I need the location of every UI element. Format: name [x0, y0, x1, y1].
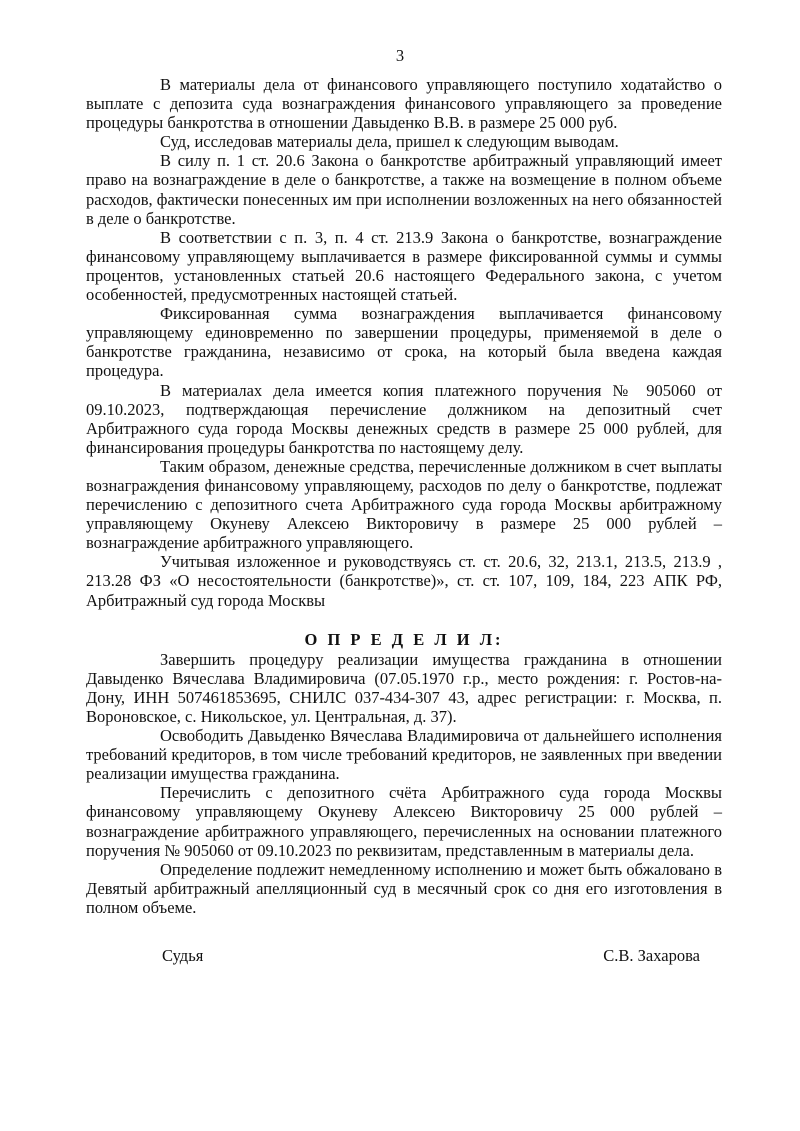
paragraph: Определение подлежит немедленному исполнению и может быть обжаловано в Девятый арбитражный апелляционный суд в месячный срок со дня его изготовления в полном объеме.	[86, 859, 722, 917]
paragraph: Завершить процедуру реализации имущества гражданина в отношении Давыденко Вячеслава Владимировича (07.05.1970 г.р., место рождения: г. Ростов-на-Дону, ИНН 507461853695, СНИЛС 037-434-307 43, адрес регистрации: г. Москва, п. Вороновское, с. Никольское, ул. Центральная, д. 37).	[86, 649, 722, 726]
paragraph: Освободить Давыденко Вячеслава Владимировича от дальнейшего исполнения требований кредиторов, в том числе требований кредиторов, не заявленных при введении реализации имущества гражданина.	[86, 726, 722, 784]
paragraph: Фиксированная сумма вознаграждения выплачивается финансовому управляющему единовременно по завершении процедуры, применяемой в деле о банкротстве гражданина, независимо от срока, на который была введена каждая процедура.	[86, 304, 722, 381]
paragraph: В соответствии с п. 3, п. 4 ст. 213.9 Закона о банкротстве, вознаграждение финансовому управляющему выплачивается в размере фиксированной суммы и суммы процентов, установленных статьей 20.6 настоящего Федерального закона, с учетом особенностей, предусмотренных настоящей статьей.	[86, 227, 722, 305]
signature-name: С.В. Захарова	[603, 946, 700, 965]
paragraph: В силу п. 1 ст. 20.6 Закона о банкротстве арбитражный управляющий имеет право на вознаграждение в деле о банкротстве, а также на возмещение в полном объеме расходов, фактически понесенных им при исполнении возложенных на него обязанностей в деле о банкротстве.	[86, 151, 722, 228]
signature-title: Судья	[162, 946, 204, 965]
paragraph: В материалы дела от финансового управляющего поступило ходатайство о выплате с депозита суда вознаграждения финансового управляющего за проведение процедуры банкротства в отношении Давыденко В.В. в размере 25 000 руб.	[86, 75, 722, 133]
paragraph: Перечислить с депозитного счёта Арбитражного суда города Москвы финансовому управляющему Окуневу Алексею Викторовичу 25 000 рублей – вознаграждение арбитражного управляющего, перечисленных на основании платежного поручения № 905060 от 09.10.2023 по реквизитам, представленным в материалы дела.	[86, 783, 722, 860]
page-number: 3	[395, 46, 405, 65]
paragraph: Суд, исследовав материалы дела, пришел к следующим выводам.	[160, 132, 619, 152]
paragraph: В материалах дела имеется копия платежного поручения № 905060 от 09.10.2023, подтверждающая перечисление должником на депозитный счет Арбитражного суда города Москвы денежных средств в размере 25 000 рублей, для финансирования процедуры банкротства по настоящему делу.	[86, 380, 722, 457]
spacer	[86, 610, 722, 630]
paragraph: Таким образом, денежные средства, перечисленные должником в счет выплаты вознаграждения финансовому управляющему, расходов по делу о банкротстве, подлежат перечислению с депозитного счета Арбитражного суда города Москвы арбитражному управляющему Окуневу Алексею Викторовичу в размере 25 000 рублей – вознаграждение арбитражного управляющего.	[86, 456, 722, 553]
document-body	[86, 75, 722, 917]
signature-block	[162, 946, 700, 966]
paragraph: Учитывая изложенное и руководствуясь ст. ст. 20.6, 32, 213.1, 213.5, 213.9 , 213.28 ФЗ «О несостоятельности (банкротстве)», ст. ст. 107, 109, 184, 223 АПК РФ, Арбитражный суд города Москвы	[86, 552, 722, 610]
ruling-heading: О П Р Е Д Е Л И Л:	[304, 629, 504, 649]
